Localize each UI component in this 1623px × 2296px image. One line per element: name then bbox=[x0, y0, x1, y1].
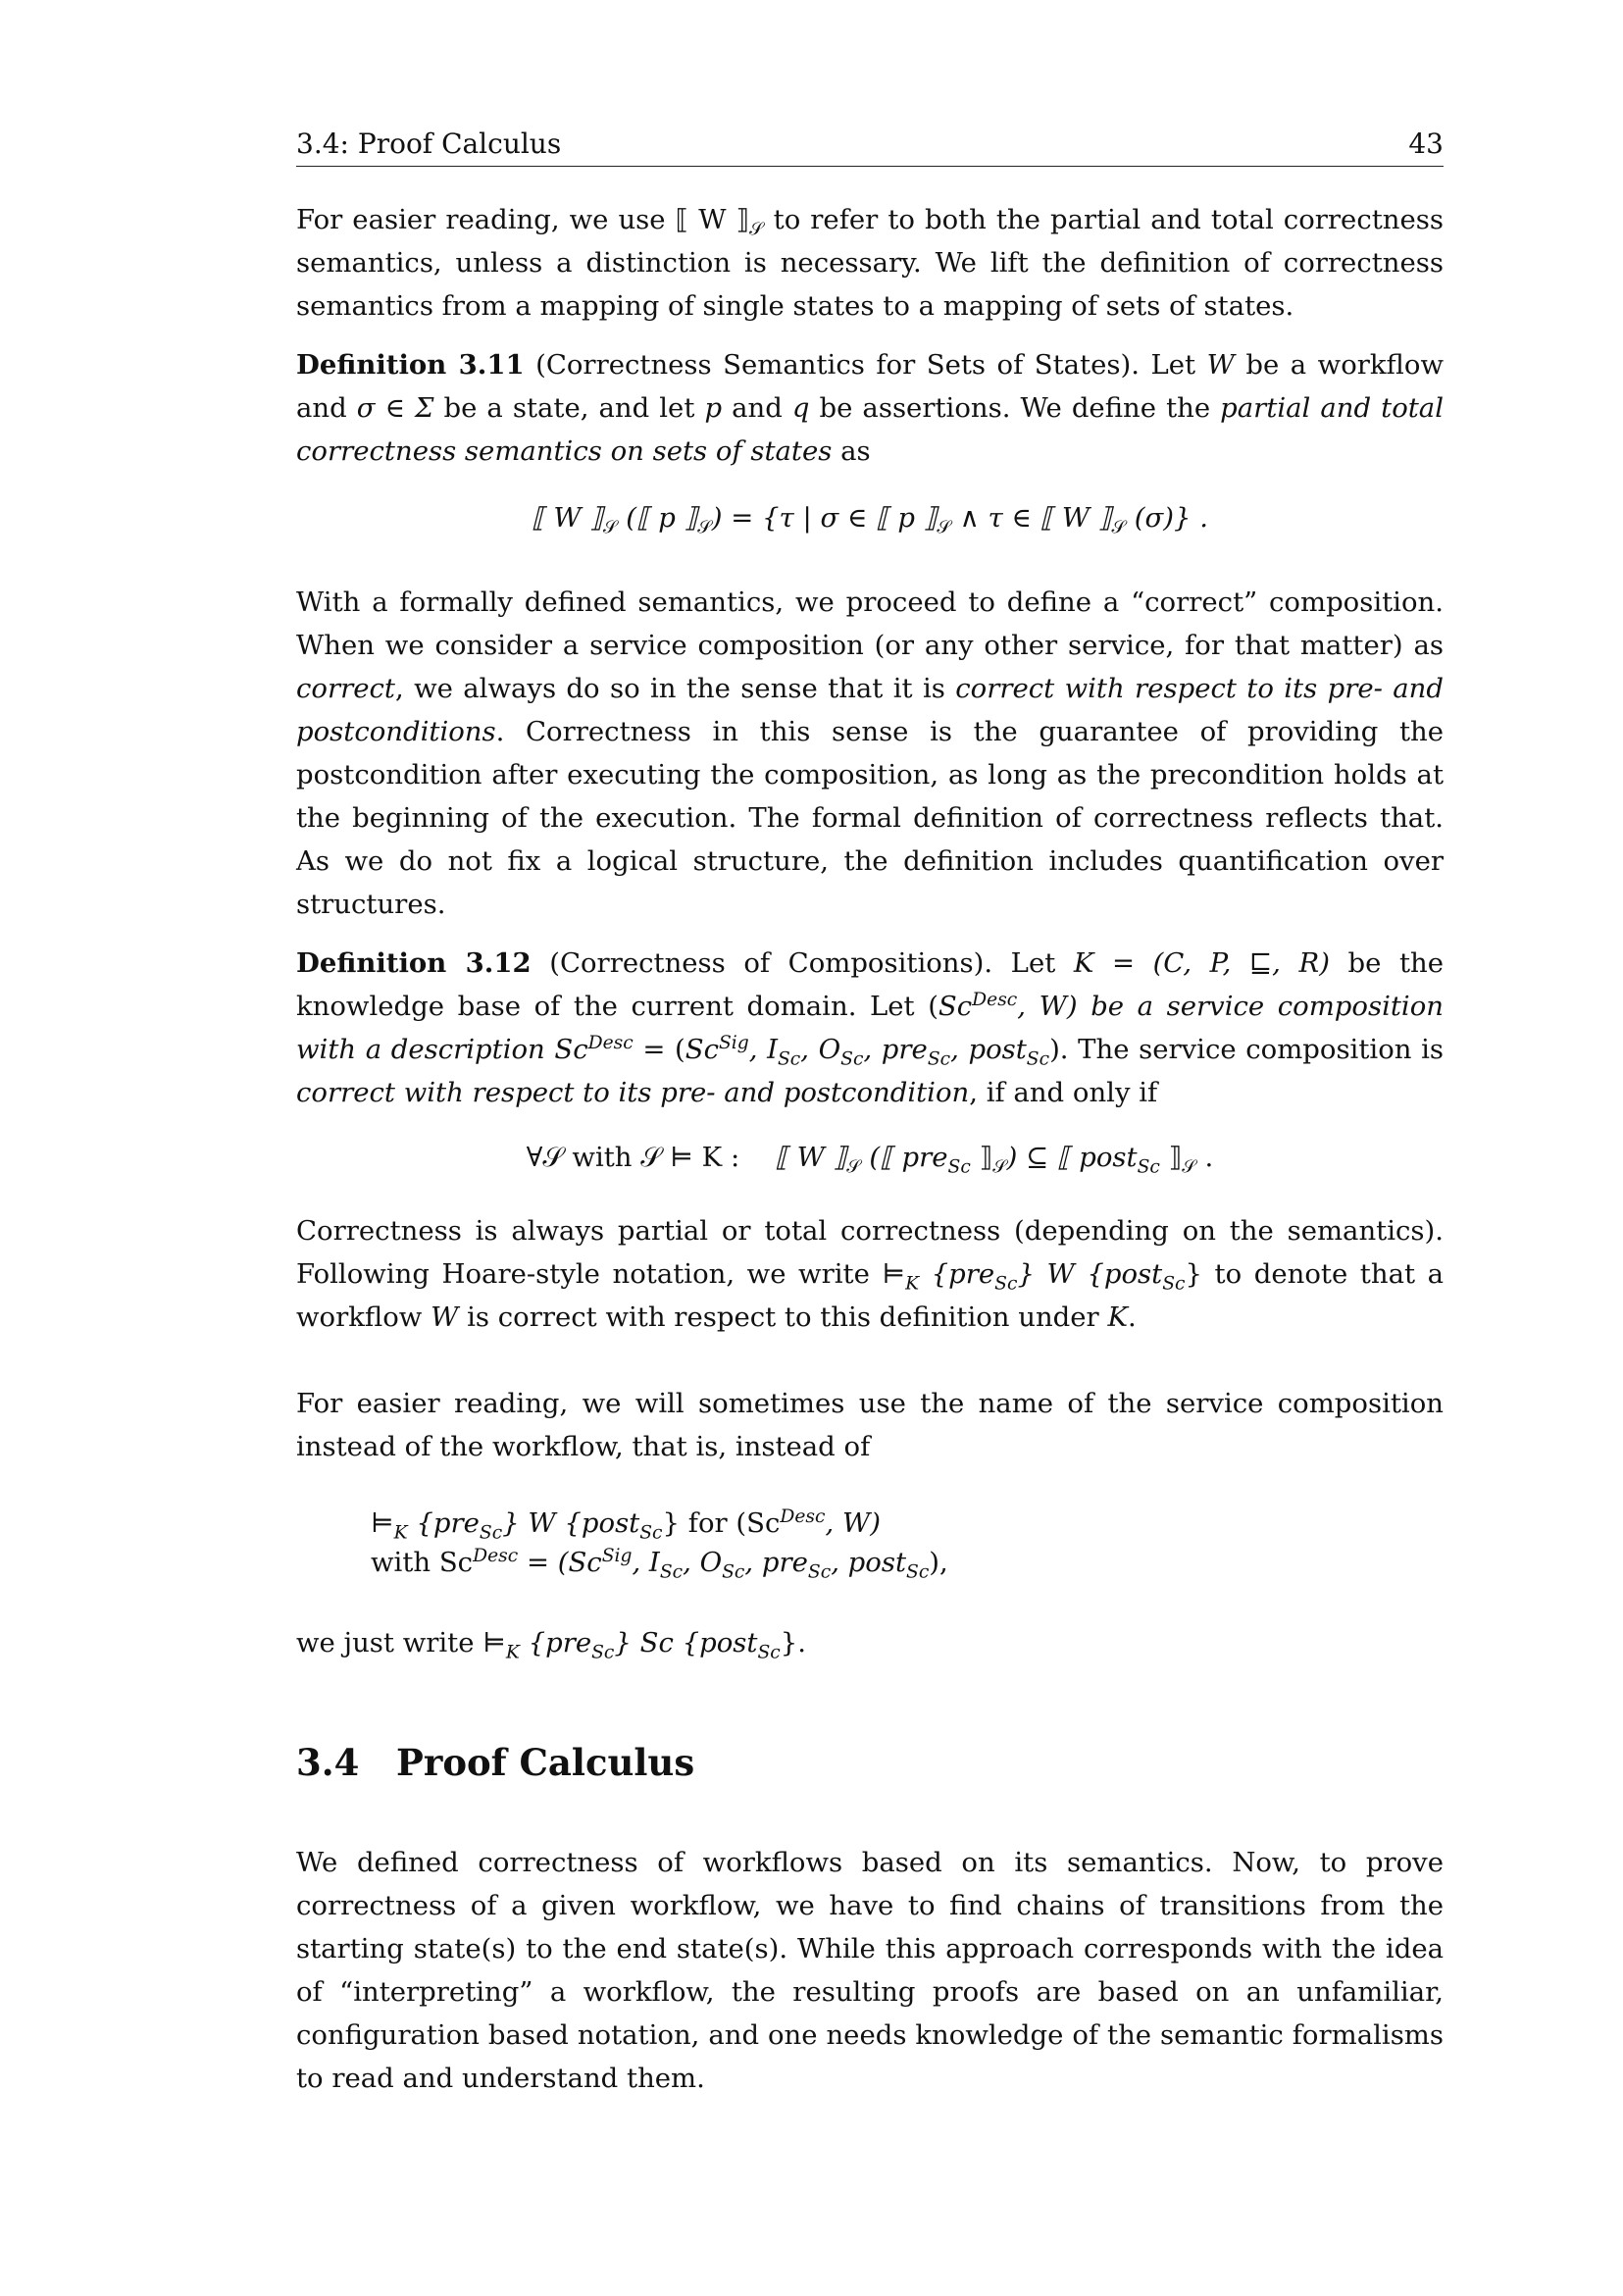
math-block bbox=[371, 1504, 1444, 1582]
page bbox=[296, 128, 1444, 2100]
definition-3-11: Definition 3.11 (Correctness Semantics for Sets of States). Let W be a workflow and σ ∈ Σ be a state, and let p and q be assertions. We define the partial and total correctness semantics on sets of states as bbox=[296, 349, 1445, 467]
paragraph-just-write: we just write $⊨_K$ {pre$_{Sc}$} Sc {post$_{Sc}$}. bbox=[296, 1627, 806, 1663]
math-line-2: with $Sc^{Desc} = (Sc^{Sig}$, $I_{Sc}$, $O_{Sc}$, pre$_{Sc}$, post$_{Sc}$), bbox=[371, 1545, 948, 1583]
paragraph-hoare-notation: Correctness is always partial or total correctness (depending on the semantics). Following Hoare-style notation, we write $⊨_K$ {pre$_{Sc}$} W {post$_{Sc}$} to denote that a workflow W is correct with respect to this definition under K. bbox=[296, 1215, 1444, 1333]
definition-3-12: Definition 3.12 (Correctness of Compositions). Let K = (C, P, ⊑, R) be the knowledge base of the current domain. Let ($Sc^{Desc}$, W) be a service composition with a description $Sc^{Desc} = (Sc^{Sig}$, $I_{Sc}$, $O_{Sc}$, pre$_{Sc}$, post$_{Sc}$). The service composition is correct with respect to its pre- and postcondition, if and only if bbox=[296, 947, 1444, 1108]
section-title: Proof Calculus bbox=[396, 1741, 695, 1784]
equation-sets-semantics: ⟦ W $⟧_𝒮$ (⟦ p $⟧_𝒮) = \{\tau$ | σ ∈ ⟦ p $⟧_𝒮$ ∧ τ ∈ ⟦ W $⟧_𝒮$ (σ)} . bbox=[532, 502, 1208, 538]
section-number: 3.4 bbox=[296, 1741, 360, 1784]
page-number: 43 bbox=[1408, 128, 1444, 160]
definition-label: Definition 3.11 bbox=[296, 349, 525, 381]
paragraph-correct-composition: With a formally defined semantics, we proceed to define a “correct” composition. When we consider a service composition (or any other service, for that matter) as correct, we always do so in the sense that it is correct with respect to its pre- and postconditions. Correctness in this sense is the guarantee of providing the postcondition after executing the composition, as long as the precondition holds at the beginning of the execution. The formal definition of correctness reflects that. As we do not fix a logical structure, the definition includes quantification over structures. bbox=[296, 587, 1444, 920]
paragraph-easier-reading: For easier reading, we will sometimes use the name of the service composition instead of the workflow, that is, instead of bbox=[296, 1388, 1444, 1462]
section-heading bbox=[296, 1741, 1444, 1784]
math-line-1: $⊨_K$ {pre$_{Sc}$} W {post$_{Sc}$} for ($Sc^{Desc}$, W) bbox=[371, 1505, 881, 1544]
paragraph-intro: For easier reading, we use ⟦ W $⟧_𝒮$ to refer to both the partial and total correctness semantics, unless a distinction is necessary. We lift the definition of correctness semantics from a mapping of single states to a mapping of sets of states. bbox=[296, 204, 1444, 322]
running-head-title: 3.4: Proof Calculus bbox=[296, 128, 562, 160]
paragraph-proof-calculus: We defined correctness of workflows based on its semantics. Now, to prove correctness of a given workflow, we have to find chains of transitions from the starting state(s) to the end state(s). While this approach corresponds with the idea of “interpreting” a workflow, the resulting proofs are based on an unfamiliar, configuration based notation, and one needs knowledge of the semantic formalisms to read and understand them. bbox=[296, 1847, 1444, 2094]
equation-correctness: ∀𝒮 with 𝒮 ⊨ K : ⟦ W $⟧_𝒮$ (⟦ pre$_{Sc}$ $⟧_𝒮$) ⊆ ⟦ post$_{Sc}$ $⟧_𝒮$ . bbox=[526, 1142, 1214, 1178]
running-head bbox=[296, 128, 1444, 167]
definition-label: Definition 3.12 bbox=[296, 947, 532, 979]
